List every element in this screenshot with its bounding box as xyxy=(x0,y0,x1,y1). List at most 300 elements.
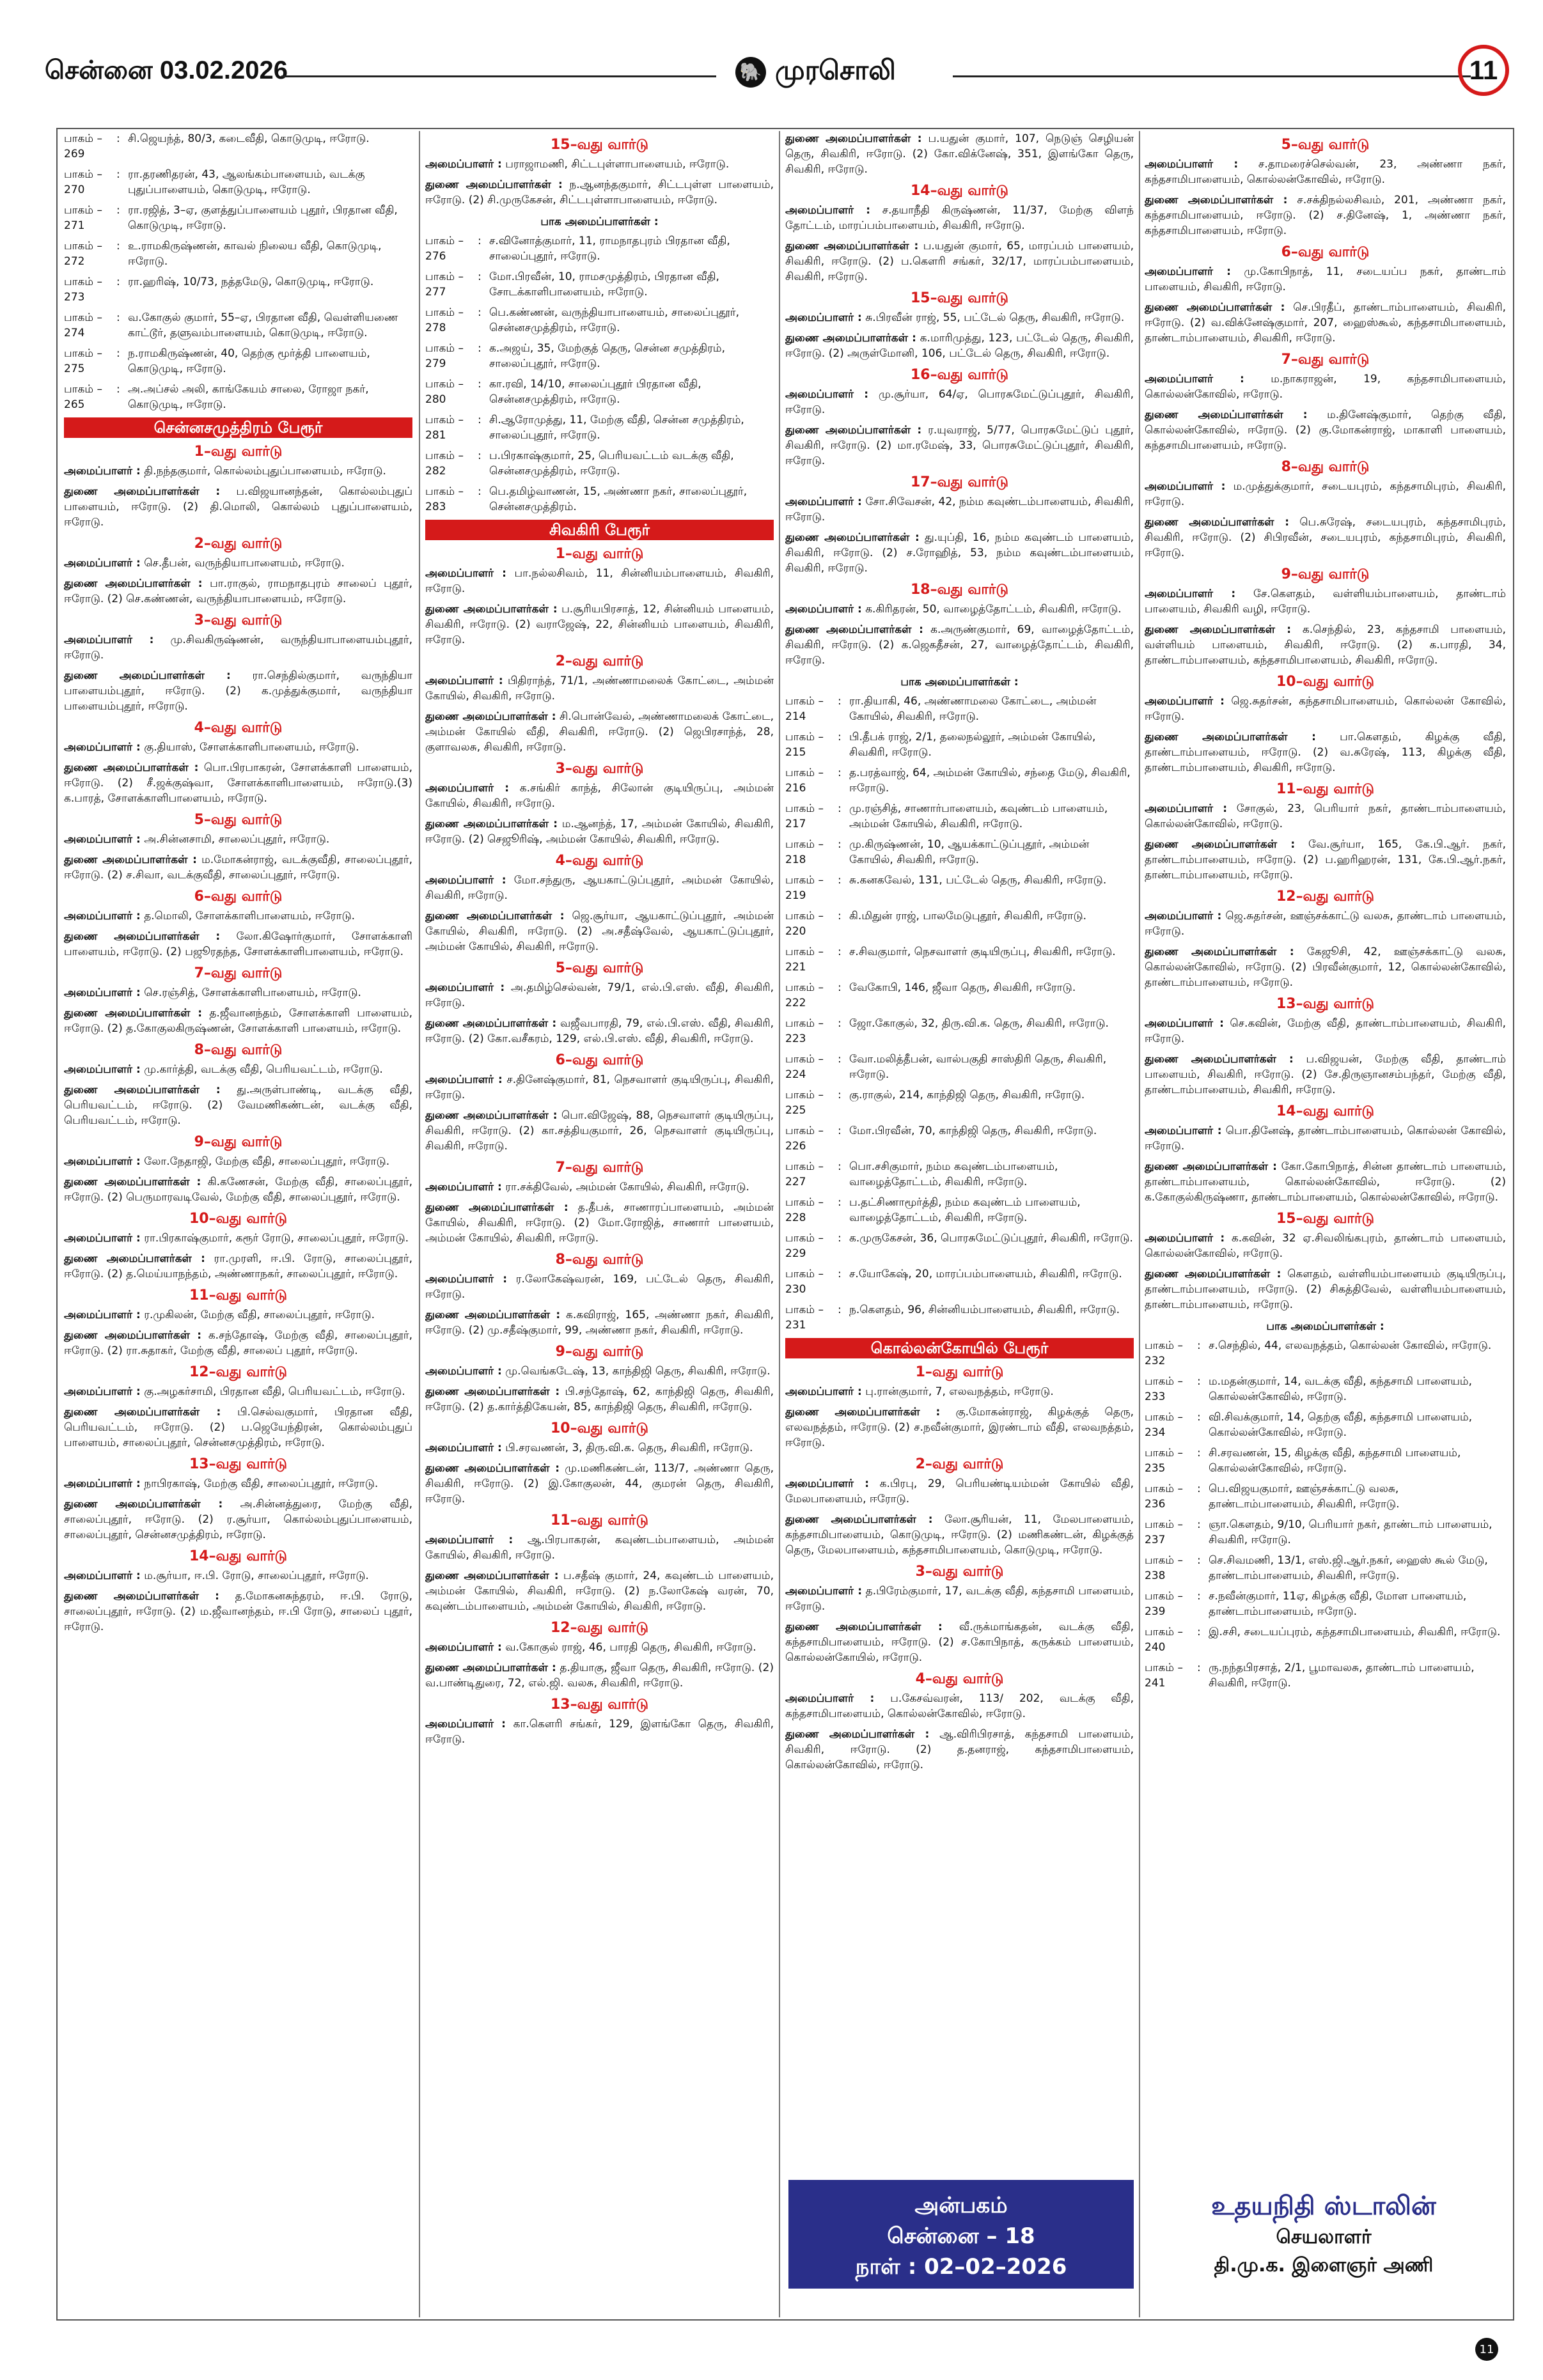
colon: : xyxy=(1197,1661,1201,1674)
bagam-value: ச.வினோத்குமார், 11, ராமநாதபுரம் பிரதான வீதி, சாலைப்புதூர், ஈரோடு. xyxy=(489,235,730,263)
bagam-entry xyxy=(425,412,774,443)
bagam-value: மு.கிருஷ்ணன், 10, ஆயக்காட்டுப்புதூர், அம்மன் கோயில், சிவகிரி, ஈரோடு. xyxy=(849,838,1090,866)
bagam-entry xyxy=(1145,1589,1506,1619)
organizer-label: அமைப்பாளர் : xyxy=(425,1365,502,1378)
bagam-entry xyxy=(425,233,774,264)
organizer-entry xyxy=(425,980,774,1011)
ward-heading: 14–வது வார்டு xyxy=(189,1548,288,1564)
deputy-entry xyxy=(1145,300,1506,346)
ward-heading: 11–வது வார்டு xyxy=(189,1287,288,1303)
bagam-entry xyxy=(425,341,774,371)
deputy-value: பெ.சுரேஷ், சடையபுரம், கந்தசாமிபுரம், சிவகிரி, ஈரோடு. (2) சிபிரவீன், சடையபுரம், கந்தசாமிபுரம், சிவகிரி, ஈரோடு. xyxy=(1145,516,1506,559)
deputy-label: துணை அமைப்பாளர்கள் : xyxy=(64,1498,223,1511)
deputy-entry xyxy=(64,760,412,806)
organizer-entry xyxy=(425,157,774,172)
organizer-label: அமைப்பாளர் : xyxy=(64,1063,141,1076)
bagam-value: சி.ஜெயந்த், 80/3, கடைவீதி, கொடுமுடி, ஈரோடு. xyxy=(128,132,370,145)
organizer-value: பொ.தினேஷ், தாண்டாம்பாளையம், கொல்லன் கோவில், ஈரோடு. xyxy=(1145,1124,1506,1153)
deputy-label: துணை அமைப்பாளர்கள் : xyxy=(425,1569,559,1582)
bagam-entry xyxy=(785,765,1134,796)
bagam-entry xyxy=(1145,1481,1506,1512)
bagam-value: ந.கௌதம், 96, சின்னியம்பாளையம், சிவகிரி, ஈரோடு. xyxy=(849,1303,1120,1316)
ward-heading: 12–வது வார்டு xyxy=(550,1620,649,1636)
deputy-entry xyxy=(1145,192,1506,238)
ward-heading: 14–வது வார்டு xyxy=(1276,1103,1375,1119)
deputy-value: ப.விஜயானந்தன், கொல்லம்புதுப் பாளையம், ஈரோடு. (2) தி.மொலி, கொல்லம் புதுப்பாளையம், ஈரோடு. xyxy=(64,485,412,529)
bagam-entry xyxy=(64,310,412,341)
organizer-label: அமைப்பாளர் : xyxy=(1145,1124,1222,1137)
deputy-label: துணை அமைப்பாளர்கள் : xyxy=(1145,731,1316,743)
bagam-entry xyxy=(64,382,412,412)
ward-heading: 15–வது வார்டு xyxy=(1276,1211,1375,1227)
deputy-entry xyxy=(785,1619,1134,1665)
bagam-entry xyxy=(1145,1553,1506,1583)
deputy-value: சி.பொன்வேல், அண்ணாமலைக் கோட்டை, அம்மன் கோயில் வீதி, சிவகிரி, ஈரோடு. (2) ஜெபிரசாந்த், 28, குளாவலசு, சிவகிரி, ஈரோடு. xyxy=(425,710,774,754)
bagam-value: வேகோபி, 146, ஜீவா தெரு, சிவகிரி, ஈரோடு. xyxy=(849,981,1076,994)
organizer-label: அமைப்பாளர் : xyxy=(64,1569,141,1582)
deputy-label: துணை அமைப்பாளர்கள் : xyxy=(1145,1160,1277,1173)
organizer-entry xyxy=(1145,908,1506,939)
bagam-number: பாகம் – 228 xyxy=(785,1196,824,1224)
signatory-org: தி.மு.க. இளைஞர் அணி xyxy=(1214,2254,1434,2276)
bagam-entry xyxy=(785,944,1134,975)
bagam-value: இ.சசி, சடையப்புரம், கந்தசாமிபாளையம், சிவகிரி, ஈரோடு. xyxy=(1209,1626,1501,1638)
colon: : xyxy=(838,695,842,708)
bagam-entry xyxy=(64,346,412,377)
bagam-heading: பாக அமைப்பாளர்கள் : xyxy=(540,215,659,228)
deputy-entry xyxy=(425,1660,774,1691)
organizer-entry xyxy=(64,985,412,1000)
deputy-entry xyxy=(1145,407,1506,453)
deputy-value: பொ.பிரபாகரன், சோளக்காளி பாளையம், ஈரோடு. (2) சீ.ஜக்குஷ்வா, சோளக்காளிபாளையம், ஈரோடு.(3) க.பாரத், சோளக்காளிபாளையம், ஈரோடு. xyxy=(64,761,412,805)
ward-heading: 9–வது வார்டு xyxy=(194,1134,283,1150)
organizer-entry xyxy=(64,832,412,847)
organizer-value: ர.முகிலன், மேற்கு வீதி, சாலைப்புதூர், ஈரோடு. xyxy=(144,1309,375,1321)
bagam-number: பாகம் – 224 xyxy=(785,1053,824,1081)
deputy-label: துணை அமைப்பாளர்கள் : xyxy=(64,577,203,590)
deputy-label: துணை அமைப்பாளர்கள் : xyxy=(425,1109,558,1122)
deputy-entry xyxy=(425,1384,774,1415)
deputy-label: துணை அமைப்பாளர்கள் : xyxy=(64,1329,202,1342)
deputy-value: க.அருண்குமார், 69, வாழைத்தோட்டம், சிவகிரி, ஈரோடு. (2) க.ஜெகதீசன், 27, வாழைத்தோட்டம், சிவகிரி, ஈரோடு. xyxy=(785,623,1134,667)
bagam-value: ச.நவீன்குமார், 11ஏ, கிழக்கு வீதி, மோள பாளையம், தாண்டாம்பாளையம், ஈரோடு. xyxy=(1209,1590,1467,1618)
bagam-entry xyxy=(1145,1374,1506,1404)
deputy-value: ப.விஜயன், மேற்கு வீதி, தாண்டாம் பாளையம், சிவகிரி, ஈரோடு. (2) சே.திருஞானசம்பந்தர், மேற்கு வீதி, தாண்டாம்பாளையம், சிவகிரி, ஈரோடு. xyxy=(1145,1053,1506,1096)
organizer-value: ர.லோகேஷ்வரன், 169, பட்டேல் தெரு, சிவகிரி, ஈரோடு. xyxy=(425,1273,774,1301)
ward-heading: 6–வது வார்டு xyxy=(1281,244,1370,260)
bagam-value: பி.தீபக் ராஜ், 2/1, தலைநல்லூர், அம்மன் கோயில், சிவகிரி, ஈரோடு. xyxy=(849,731,1096,759)
colon: : xyxy=(838,1232,842,1245)
organizer-value: சோகுல், 23, பெரியார் நகர், தாண்டாம்பாளையம், கொல்லன்கோவில், ஈரோடு. xyxy=(1145,802,1506,830)
bagam-value: ஜோ.கோகுல், 32, திரு.வி.க. தெரு, சிவகிரி, ஈரோடு. xyxy=(849,1017,1109,1030)
ward-heading: 11–வது வார்டு xyxy=(1276,781,1375,797)
organizer-entry xyxy=(425,781,774,811)
colon: : xyxy=(116,276,120,288)
deputy-label: துணை அமைப்பாளர்கள் : xyxy=(64,1590,219,1603)
ward-heading: 5–வது வார்டு xyxy=(1281,137,1370,153)
colon: : xyxy=(1197,1482,1201,1495)
deputy-label: துணை அமைப்பாளர்கள் : xyxy=(785,424,922,437)
organizer-entry xyxy=(425,566,774,596)
footer-page-number: 11 xyxy=(1475,2338,1498,2361)
signatory-role: செயலாளர் xyxy=(1276,2226,1372,2248)
deputy-entry xyxy=(1145,515,1506,561)
organizer-entry xyxy=(785,1384,1134,1399)
deputy-value: அ.சின்னத்துரை, மேற்கு வீதி, சாலைப்புதூர், ஈரோடு. (2) ர.சூர்யா, கொல்லம்புதுப்பாளையம், சாலைப்புதூர், சென்னசமுத்திரம், ஈரோடு. xyxy=(64,1498,412,1541)
bagam-entry xyxy=(785,1159,1134,1190)
deputy-value: ம.தினேஷ்குமார், தெற்கு வீதி, கொல்லன்கோவில், ஈரோடு. (2) கு.மோகன்ராஜ், மாகாளி பாளையம், கந்தசாமிபாளையம், ஈரோடு. xyxy=(1145,408,1506,452)
bagam-number: பாகம் – 227 xyxy=(785,1160,824,1188)
organizer-label: அமைப்பாளர் : xyxy=(785,388,869,401)
organizer-entry xyxy=(425,1179,774,1195)
organizer-label: அமைப்பாளர் : xyxy=(425,674,503,687)
deputy-label: துணை அமைப்பாளர்கள் : xyxy=(64,1176,201,1188)
ward-heading: 8–வது வார்டு xyxy=(555,1252,644,1268)
bagam-value: ப.தட்சிணாமூர்த்தி, நம்ம கவுண்டம் பாளையம், வாழைத்தோட்டம், சிவகிரி, ஈரோடு. xyxy=(849,1196,1081,1224)
bagam-value: ரா.தியாகி, 46, அண்ணாமலை கோட்டை, அம்மன் கோயில், சிவகிரி, ஈரோடு. xyxy=(849,695,1097,723)
colon: : xyxy=(838,731,842,743)
notice-place: அன்பகம் xyxy=(914,2193,1008,2218)
bagam-number: பாகம் – 237 xyxy=(1145,1518,1183,1546)
organizer-entry xyxy=(1145,801,1506,832)
organizer-value: கு.அழகர்சாமி, பிரதான வீதி, பெரியவட்டம், ஈரோடு. xyxy=(144,1385,405,1398)
bagam-entry xyxy=(425,484,774,515)
organizer-label: அமைப்பாளர் : xyxy=(785,603,862,616)
colon: : xyxy=(838,1053,842,1066)
deputy-value: த.தியாகு, ஜீவா தெரு, சிவகிரி, ஈரோடு. (2) வ.பாண்டிதுரை, 72, எல்.ஜி. வலசு, சிவகிரி, ஈரோடு. xyxy=(425,1661,774,1690)
bagam-entry xyxy=(785,1123,1134,1154)
organizer-label: அமைப்பாளர் : xyxy=(1145,1232,1225,1245)
organizer-entry xyxy=(425,1532,774,1563)
ward-heading: 9–வது வார்டு xyxy=(1281,566,1370,582)
deputy-entry xyxy=(785,1512,1134,1558)
bagam-value: ந.ராமகிருஷ்ணன், 40, தெற்கு மூர்த்தி பாளையம், கொடுமுடி, ஈரோடு. xyxy=(128,347,370,375)
deputy-entry xyxy=(1145,622,1506,668)
organizer-entry xyxy=(64,1476,412,1491)
bagam-entry xyxy=(785,1302,1134,1333)
bagam-value: பொ.சசிகுமார், நம்ம கவுண்டம்பாளையம், வாழைத்தோட்டம், சிவகிரி, ஈரோடு. xyxy=(849,1160,1058,1188)
header-rule-left xyxy=(281,75,716,77)
bagam-number: பாகம் – 280 xyxy=(425,378,464,406)
bagam-entry xyxy=(1145,1660,1506,1691)
section-banner: சிவகிரி பேரூர் xyxy=(425,520,774,540)
organizer-entry xyxy=(785,1583,1134,1614)
colon: : xyxy=(116,204,120,217)
ward-heading: 13–வது வார்டு xyxy=(1276,996,1375,1012)
bagam-value: சு.கனகவேல், 131, பட்டேல் தெரு, சிவகிரி, ஈரோடு. xyxy=(849,874,1107,887)
bagam-number: பாகம் – 241 xyxy=(1145,1661,1183,1690)
deputy-label: துணை அமைப்பாளர்கள் : xyxy=(425,1385,560,1398)
colon: : xyxy=(478,342,482,355)
organizer-value: த.மொலி, சோளக்காளிபாளையம், ஈரோடு. xyxy=(144,910,356,922)
deputy-label: துணை அமைப்பாளர்கள் : xyxy=(785,1728,930,1741)
organizer-entry xyxy=(785,602,1134,617)
bagam-entry xyxy=(785,1052,1134,1082)
organizer-label: அமைப்பாளர் : xyxy=(425,1273,508,1286)
organizer-entry xyxy=(1145,1231,1506,1261)
deputy-label: துணை அமைப்பாளர்கள் : xyxy=(1145,1053,1294,1066)
header-rule-right xyxy=(953,75,1471,77)
organizer-label: அமைப்பாளர் : xyxy=(425,874,506,887)
ward-heading: 14–வது வார்டு xyxy=(910,183,1009,199)
deputy-label: துணை அமைப்பாளர்கள் : xyxy=(64,1084,221,1096)
deputy-value: ஆ.விரிபிரசாத், கந்தசாமி பாளையம், சிவகிரி, ஈரோடு. (2) த.தனராஜ், கந்தசாமிபாளையம், கொல்லன்கோவில், ஈரோடு. xyxy=(785,1728,1134,1771)
bagam-number: பாகம் – 221 xyxy=(785,945,824,974)
deputy-label: துணை அமைப்பாளர்கள் : xyxy=(425,1462,560,1475)
organizer-value: பா.நல்லசிவம், 11, சின்னியம்பாளையம், சிவகிரி, ஈரோடு. xyxy=(425,567,774,595)
deputy-value: த.தீபக், சாணாரப்பாளையம், அம்மன் கோயில், சிவகிரி, ஈரோடு. (2) மோ.ரோஜித், சாணார் பாளையம், அம்மன் கோயில், சிவகிரி, ஈரோடு. xyxy=(425,1201,774,1245)
deputy-label: துணை அமைப்பாளர்கள் : xyxy=(64,1406,221,1419)
organizer-entry xyxy=(785,1476,1134,1507)
deputy-label: துணை அமைப்பாளர்கள் : xyxy=(1145,301,1285,314)
bagam-number: பாகம் – 269 xyxy=(64,132,102,160)
deputy-value: த.மோகனசுந்தரம், ஈ.பி. ரோடு, சாலைப்புதூர், ஈரோடு. (2) ம.ஜீவானந்தம், ஈ.பி ரோடு, சாலைப் புதூர், ஈரோடு. xyxy=(64,1590,412,1633)
colon: : xyxy=(116,347,120,360)
bagam-value: ச.யோகேஷ், 20, மாரப்பம்பாளையம், சிவகிரி, ஈரோடு. xyxy=(849,1268,1122,1280)
organizer-entry xyxy=(64,632,412,663)
bagam-number: பாகம் – 272 xyxy=(64,240,102,268)
bagam-number: பாகம் – 233 xyxy=(1145,1375,1183,1403)
bagam-entry xyxy=(785,1231,1134,1261)
deputy-entry xyxy=(425,816,774,847)
deputy-entry xyxy=(785,238,1134,284)
organizer-value: அ.சின்னசாமி, சாலைப்புதூர், ஈரோடு. xyxy=(144,833,330,846)
deputy-entry xyxy=(425,1200,774,1246)
bagam-value: ம.மதன்குமார், 14, வடக்கு வீதி, கந்தசாமி பாளையம், கொல்லன்கோவில், ஈரோடு. xyxy=(1209,1375,1473,1403)
colon: : xyxy=(838,1017,842,1030)
column-2 xyxy=(425,131,774,2317)
ward-heading: 13–வது வார்டு xyxy=(550,1697,649,1713)
organizer-value: பி.சரவணன், 3, திரு.வி.க. தெரு, சிவகிரி, ஈரோடு. xyxy=(505,1442,753,1454)
deputy-entry xyxy=(64,929,412,960)
bagam-value: ரா.ரஜித், 3–ஏ, குளத்துப்பாளையம் புதூர், பிரதான வீதி, கொடுமுடி, ஈரோடு. xyxy=(128,204,398,232)
colon: : xyxy=(838,945,842,958)
bagam-value: ச.செந்தில், 44, எலவநத்தம், கொல்லன் கோவில், ஈரோடு. xyxy=(1209,1339,1492,1352)
deputy-value: ஜெ.சூர்யா, ஆயகாட்டுப்புதூர், அம்மன் கோயில், சிவகிரி, ஈரோடு. (2) அ.சதீஷ்வேல், ஆயகாட்டுப்புதூர், அம்மன் கோயில், சிவகிரி, ஈரோடு. xyxy=(425,910,774,953)
ward-heading: 12–வது வார்டு xyxy=(189,1364,288,1380)
organizer-label: அமைப்பாளர் : xyxy=(425,567,506,580)
organizer-value: லோ.நேதாஜி, மேற்கு வீதி, சாலைப்புதூர், ஈரோடு. xyxy=(144,1155,390,1168)
colon: : xyxy=(838,1268,842,1280)
bagam-value: த.பரத்வாஜ், 64, அம்மன் கோயில், சந்தை மேடு, சிவகிரி, ஈரோடு. xyxy=(849,766,1131,795)
bagam-value: சி.சரவணன், 15, கிழக்கு வீதி, கந்தசாமி பாளையம், கொல்லன்கோவில், ஈரோடு. xyxy=(1209,1447,1461,1475)
colon: : xyxy=(1197,1447,1201,1459)
deputy-entry xyxy=(785,530,1134,576)
deputy-label: துணை அமைப்பாளர்கள் : xyxy=(785,132,922,145)
bagam-number: பாகம் – 275 xyxy=(64,347,102,375)
bagam-entry xyxy=(785,837,1134,867)
organizer-value: ம.சூர்யா, ஈ.பி. ரோடு, சாலைப்புதூர், ஈரோடு. xyxy=(144,1569,369,1582)
bagam-value: கு.ராகுல், 214, காந்திஜி தெரு, சிவகிரி, ஈரோடு. xyxy=(849,1089,1085,1101)
deputy-entry xyxy=(64,576,412,607)
bagam-entry xyxy=(785,873,1134,903)
bagam-entry xyxy=(785,1266,1134,1297)
deputy-entry xyxy=(785,622,1134,668)
organizer-label: அமைப்பாளர் : xyxy=(64,986,141,999)
organizer-entry xyxy=(64,556,412,571)
organizer-label: அமைப்பாளர் : xyxy=(785,1477,869,1490)
deputy-label: துணை அமைப்பாளர்கள் : xyxy=(785,240,919,253)
bagam-number: பாகம் – 230 xyxy=(785,1268,824,1296)
column-divider xyxy=(779,131,780,2317)
deputy-entry xyxy=(64,1006,412,1036)
deputy-entry xyxy=(425,177,774,208)
deputy-entry xyxy=(64,1328,412,1358)
bagam-entry xyxy=(785,1195,1134,1225)
deputy-entry xyxy=(785,1404,1134,1451)
deputy-entry xyxy=(64,1497,412,1543)
deputy-value: கௌதம், வள்ளியம்பாளையம் குடியிருப்பு, தாண்டாம்பாளையம், ஈரோடு. (2) சிகத்திவேல், வள்ளியம்பாளையம், தாண்டாம்பாளையம், ஈரோடு. xyxy=(1145,1268,1506,1311)
bagam-value: வ.கோகுல் குமார், 55–ஏ, பிரதான வீதி, வெள்ளியணை காட்டூர், தளுவம்பாளையம், கொடுமுடி, ஈரோடு. xyxy=(128,311,398,339)
organizer-value: ஜெ.சுதர்சன், ஊஞ்சக்காட்டு வலசு, தாண்டாம் பாளையம், ஈரோடு. xyxy=(1145,910,1506,938)
deputy-label: துணை அமைப்பாளர்கள் : xyxy=(64,485,221,498)
colon: : xyxy=(478,270,482,283)
bagam-value: சி.ஆரோமுத்து, 11, மேற்கு வீதி, சென்ன சமுத்திரம், சாலைப்புதூர், ஈரோடு. xyxy=(489,414,744,442)
deputy-value: செ.பிரதீப், தாண்டாம்பாளையம், சிவகிரி, ஈரோடு. (2) வ.விக்னேஷ்குமார், 207, ஹைஸ்கூல், கந்தசாமிபாளையம், தாண்டாம்பாளையம், சிவகிரி, ஈரோடு. xyxy=(1145,301,1506,345)
organizer-entry xyxy=(425,873,774,903)
notice-date: நாள் : 02–02–2026 xyxy=(855,2254,1067,2280)
colon: : xyxy=(478,235,482,247)
colon: : xyxy=(838,1196,842,1209)
colon: : xyxy=(478,306,482,319)
organizer-value: ம.நாகராஜன், 19, கந்தசாமிபாளையம், கொல்லன்கோவில், ஈரோடு. xyxy=(1145,373,1506,401)
deputy-label: துணை அமைப்பாளர்கள் : xyxy=(785,1406,941,1419)
organizer-value: கா.கௌரி சங்கர், 129, இளங்கோ தெரு, சிவகிரி, ஈரோடு. xyxy=(425,1718,774,1746)
organizer-label: அமைப்பாளர் : xyxy=(1145,480,1226,493)
bagam-number: பாகம் – 239 xyxy=(1145,1590,1183,1618)
organizer-label: அமைப்பாளர் : xyxy=(785,311,862,324)
organizer-label: அமைப்பாளர் : xyxy=(64,1232,141,1245)
bagam-number: பாகம் – 240 xyxy=(1145,1626,1183,1654)
column-4 xyxy=(1145,131,1506,2317)
organizer-value: க.பிரபு, 29, பெரியண்டியம்மன் கோயில் வீதி, மேலபாளையம், ஈரோடு. xyxy=(785,1477,1134,1505)
deputy-label: துணை அமைப்பாளர்கள் : xyxy=(785,531,920,544)
deputy-label: துணை அமைப்பாளர்கள் : xyxy=(64,761,199,774)
deputy-value: த.ஜீவானந்தம், சோளக்காளி பாளையம், ஈரோடு. (2) த.கோகுலகிருஷ்ணன், சோளக்காளி பாளையம், ஈரோடு. xyxy=(64,1007,412,1035)
ward-heading: 5–வது வார்டு xyxy=(194,812,283,828)
column-3 xyxy=(785,131,1134,2317)
ward-heading: 12–வது வார்டு xyxy=(1276,889,1375,905)
deputy-entry xyxy=(785,423,1134,469)
deputy-label: துணை அமைப்பாளர்கள் : xyxy=(425,603,558,616)
bagam-value: ப.பிரகாஷ்குமார், 25, பெரியவட்டம் வடக்கு வீதி, சென்னசமுத்திரம், ஈரோடு. xyxy=(489,449,734,478)
organizer-entry xyxy=(64,463,412,479)
deputy-entry xyxy=(64,852,412,883)
bagam-value: கி.மிதுன் ராஜ், பாலமேடுபுதூர், சிவகிரி, ஈரோடு. xyxy=(849,910,1087,922)
ward-heading: 3–வது வார்டு xyxy=(915,1564,1004,1580)
ward-heading: 4–வது வார்டு xyxy=(915,1671,1004,1687)
column-divider xyxy=(1139,131,1140,2317)
bagam-entry xyxy=(1145,1517,1506,1548)
bagam-number: பாகம் – 273 xyxy=(64,276,102,304)
organizer-value: ரா.பிரகாஷ்குமார், கரூர் ரோடு, சாலைப்புதூர், ஈரோடு. xyxy=(144,1232,409,1245)
organizer-value: ஜெ.சுதர்சன், கந்தசாமிபாளையம், கொல்லன் கோவில், ஈரோடு. xyxy=(1145,695,1506,723)
deputy-value: ர.யுவராஜ், 5/77, பொரசுமேட்டுப் புதூர், சிவகிரி, ஈரோடு. (2) மா.ரமேஷ், 33, பொரசுமேட்டுப்புதூர், சிவகிரி, ஈரோடு. xyxy=(785,424,1134,467)
ward-heading: 15–வது வார்டு xyxy=(910,290,1009,306)
ward-heading: 10–வது வார்டு xyxy=(1276,674,1375,690)
organizer-value: கு.தியாஸ், சோளக்காளிபாளையம், ஈரோடு. xyxy=(144,741,359,754)
bagam-number: பாகம் – 274 xyxy=(64,311,102,339)
ward-heading: 6–வது வார்டு xyxy=(194,889,283,905)
deputy-label: துணை அமைப்பாளர்கள் : xyxy=(64,669,231,682)
organizer-entry xyxy=(425,1364,774,1379)
organizer-value: ஆ.பிரபாகரன், கவுண்டம்பாளையம், அம்மன் கோயில், சிவகிரி, ஈரோடு. xyxy=(425,1534,774,1562)
ward-heading: 2–வது வார்டு xyxy=(915,1456,1004,1472)
page-number-badge: 11 xyxy=(1458,45,1509,96)
deputy-value: ரா.முரளி, ஈ.பி. ரோடு, சாலைப்புதூர், ஈரோடு. (2) த.மெய்யாநந்தம், அண்ணாநகர், சாலைப்புதூர், ஈரோடு. xyxy=(64,1252,412,1280)
organizer-value: செ.தீபன், வருந்தியாபாளையம், ஈரோடு. xyxy=(144,557,345,570)
bagam-number: பாகம் – 283 xyxy=(425,485,464,513)
deputy-value: ம.மோகன்ராஜ், வடக்குவீதி, சாலைப்புதூர், ஈரோடு. (2) ச.சிவா, வடக்குவீதி, சாலைப்புதூர், ஈரோடு. xyxy=(64,853,412,882)
ward-heading: 15–வது வார்டு xyxy=(550,137,649,153)
organizer-label: அமைப்பாளர் : xyxy=(425,158,502,171)
ward-heading: 1–வது வார்டு xyxy=(555,546,644,562)
deputy-entry xyxy=(785,331,1134,361)
deputy-entry xyxy=(1145,1159,1506,1205)
organizer-label: அமைப்பாளர் : xyxy=(1145,1017,1224,1030)
organizer-entry xyxy=(425,1272,774,1302)
deputy-entry xyxy=(64,1174,412,1205)
ward-heading: 16–வது வார்டு xyxy=(910,367,1009,383)
masthead-title: முரசொலி xyxy=(775,54,896,86)
ward-heading: 7–வது வார்டு xyxy=(555,1160,644,1176)
bagam-number: பாகம் – 265 xyxy=(64,383,102,411)
organizer-label: அமைப்பாளர் : xyxy=(1145,802,1228,815)
deputy-value: து.அருள்பாண்டி, வடக்கு வீதி, பெரியவட்டம், ஈரோடு. (2) வேமணிகண்டன், வடக்கு வீதி, பெரியவட்டம், ஈரோடு. xyxy=(64,1084,412,1127)
deputy-entry xyxy=(1145,729,1506,775)
colon: : xyxy=(1197,1339,1201,1352)
deputy-value: வீ.ருக்மாங்கதன், வடக்கு வீதி, கந்தசாமிபாளையம், ஈரோடு. (2) ச.கோபிநாத், கருக்கம் பாளையம், கொல்லன்கோயில், ஈரோடு. xyxy=(785,1621,1134,1664)
deputy-value: து.யுப்தி, 16, நம்ம கவுண்டம் பாளையம், சிவகிரி, ஈரோடு. (2) ச.ரோஹித், 53, நம்ம கவுண்டம்பாளையம், சிவகிரி, ஈரோடு. xyxy=(785,531,1134,575)
bagam-value: க.அஜய், 35, மேற்குத் தெரு, சென்ன சமுத்திரம், சாலைப்புதூர், ஈரோடு. xyxy=(489,342,726,370)
colon: : xyxy=(116,383,120,396)
organizer-entry xyxy=(1145,157,1506,187)
organizer-entry xyxy=(64,740,412,755)
organizer-label: அமைப்பாளர் : xyxy=(1145,265,1231,278)
deputy-entry xyxy=(425,1568,774,1614)
deputy-value: லோ.சூரியன், 11, மேலபாளையம், கந்தசாமிபாளையம், கொடுமுடி, ஈரோடு. (2) மணிகண்டன், கிழக்குத் தெரு, மேலபாளையம், கந்தசாமிபாளையம், கொடுமுடி, ஈரோடு. xyxy=(785,1513,1134,1557)
colon: : xyxy=(116,311,120,324)
bagam-number: பாகம் – 281 xyxy=(425,414,464,442)
bagam-entry xyxy=(425,269,774,300)
deputy-entry xyxy=(425,1307,774,1338)
bagam-number: பாகம் – 235 xyxy=(1145,1447,1183,1475)
organizer-entry xyxy=(425,1716,774,1747)
organizer-label: அமைப்பாளர் : xyxy=(425,1718,506,1731)
ward-heading: 8–வது வார்டு xyxy=(1281,459,1370,475)
organizer-label: அமைப்பாளர் : xyxy=(64,1309,141,1321)
deputy-value: பொ.விஜேஷ், 88, நெசவாளர் குடியிருப்பு, சிவகிரி, ஈரோடு. (2) கா.சத்தியகுமார், 26, நெசவாளர் குடியிருப்பு, சிவகிரி, ஈரோடு. xyxy=(425,1109,774,1153)
deputy-value: ப.யதுன் குமார், 107, நெடுஞ் செழியன் தெரு, சிவகிரி, ஈரோடு. (2) கோ.விக்னேஷ், 351, இளங்கோ தெரு, சிவகிரி, ஈரோடு. xyxy=(785,132,1134,176)
organizer-value: சோ.சிவேசன், 42, நம்ம கவுண்டம்பாளையம், சிவகிரி, ஈரோடு. xyxy=(785,495,1134,524)
deputy-label: துணை அமைப்பாளர்கள் : xyxy=(425,710,556,723)
organizer-label: அமைப்பாளர் : xyxy=(64,465,141,478)
bagam-number: பாகம் – 229 xyxy=(785,1232,824,1260)
deputy-entry xyxy=(64,1082,412,1128)
deputy-label: துணை அமைப்பாளர்கள் : xyxy=(785,1621,943,1633)
ward-heading: 13–வது வார்டு xyxy=(189,1456,288,1472)
deputy-label: துணை அமைப்பாளர்கள் : xyxy=(1145,194,1288,206)
deputy-entry xyxy=(785,1727,1134,1773)
deputy-label: துணை அமைப்பாளர்கள் : xyxy=(785,623,923,636)
deputy-value: கோ.கோபிநாத், சின்ன தாண்டாம் பாளையம், தாண்டாம்பாளையம், கொல்லன்கோவில், ஈரோடு. (2) க.கோகுல்கிருஷ்ணா, தாண்டாம்பாளையம், கொல்லன்கோவில், ஈரோடு. xyxy=(1145,1160,1506,1204)
deputy-value: க.மாரிமுத்து, 123, பட்டேல் தெரு, சிவகிரி, ஈரோடு. (2) அருள்மோனி, 106, பட்டேல் தெரு, சிவகிரி, ஈரோடு. xyxy=(785,332,1134,360)
deputy-label: துணை அமைப்பாளர்கள் : xyxy=(1145,1268,1281,1280)
bagam-number: பாகம் – 282 xyxy=(425,449,464,478)
organizer-label: அமைப்பாளர் : xyxy=(1145,587,1236,600)
issue-date: சென்னை 03.02.2026 xyxy=(45,56,288,84)
organizer-label: அமைப்பாளர் : xyxy=(425,981,505,994)
